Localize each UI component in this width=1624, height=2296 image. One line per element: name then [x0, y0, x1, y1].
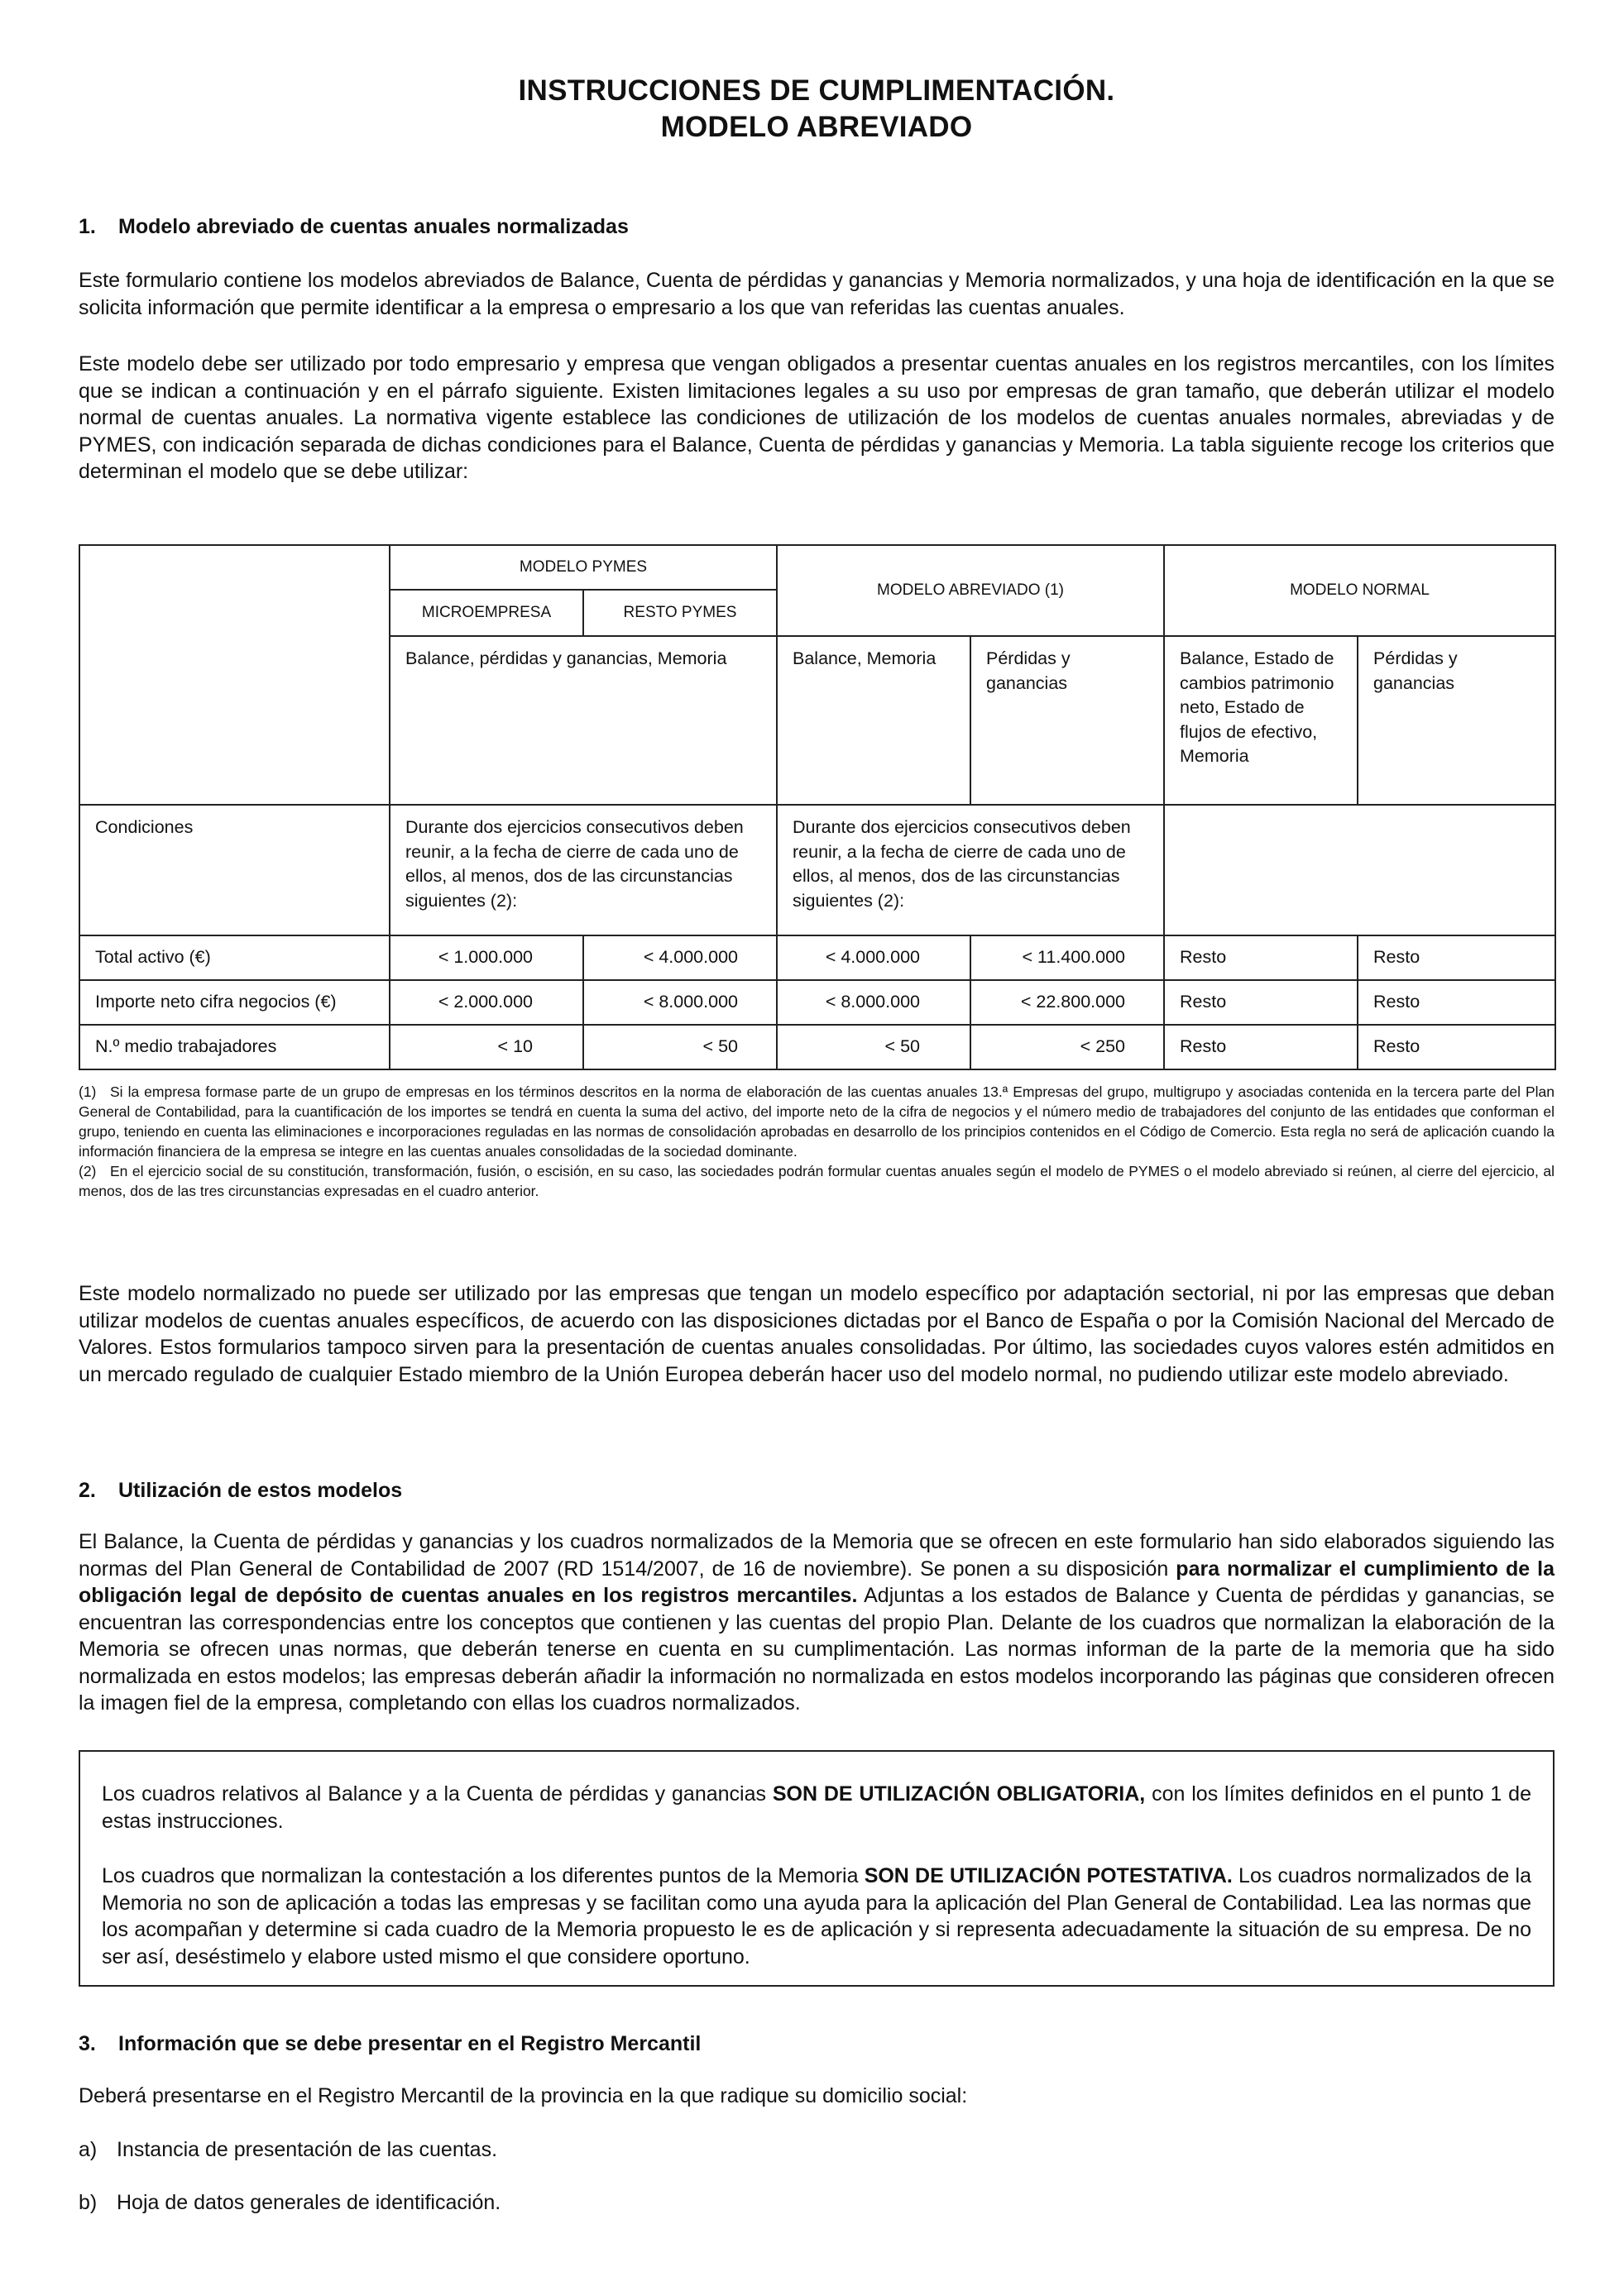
table-row	[79, 1025, 1555, 1069]
list-item-label: a)	[79, 2138, 98, 2161]
header-modelo-pymes: MODELO PYMES	[390, 545, 777, 590]
cell-resto: < 4.000.000	[583, 935, 777, 980]
section-1-paragraph-1: Este formulario contiene los modelos abreviados de Balance, Cuenta de pérdidas y ganancias y Memoria normalizados, y una hoja de identificación en la que se solicita información que permite identificar a la empresa o empresario a los que van referidas las cuentas anuales.	[79, 269, 1555, 319]
footnote-2	[79, 1161, 1555, 1201]
cell-abrev-balance: < 4.000.000	[777, 935, 970, 980]
notice-1-text-a: Los cuadros relativos al Balance y a la Cuenta de pérdidas y ganancias	[102, 1782, 773, 1806]
conditions-pymes: Durante dos ejercicios consecutivos deben reunir, a la fecha de cierre de cada uno de ellos, al menos, dos de las circunstancias siguientes (2):	[390, 805, 777, 935]
section-1-title: Modelo abreviado de cuentas anuales normalizadas	[118, 215, 629, 238]
section-1-heading	[79, 213, 629, 240]
model-criteria-table	[79, 544, 1556, 1070]
cell-resto: < 50	[583, 1025, 777, 1069]
cell-normal-pyg: Resto	[1358, 980, 1555, 1025]
table-footnotes	[79, 1082, 1555, 1201]
list-item	[79, 2189, 501, 2216]
row-label: N.º medio trabajadores	[79, 1025, 390, 1069]
cell-micro: < 10	[390, 1025, 583, 1069]
conditions-abreviado: Durante dos ejercicios consecutivos deben reunir, a la fecha de cierre de cada uno de ellos, al menos, dos de las circunstancias siguientes (2):	[777, 805, 1164, 935]
section-2-heading	[79, 1477, 402, 1504]
docs-pymes: Balance, pérdidas y ganancias, Memoria	[390, 636, 777, 805]
footnote-1-number: (1)	[79, 1083, 97, 1100]
docs-normal-pyg: Pérdidas y ganancias	[1358, 636, 1555, 805]
page-title	[79, 73, 1555, 146]
cell-normal-balance: Resto	[1164, 980, 1358, 1025]
title-line-1: INSTRUCCIONES DE CUMPLIMENTACIÓN.	[518, 74, 1115, 107]
section-3-heading	[79, 2031, 701, 2057]
header-microempresa: MICROEMPRESA	[390, 590, 583, 636]
footnote-2-number: (2)	[79, 1163, 97, 1179]
conditions-normal	[1164, 805, 1555, 935]
section-1-paragraph-2: Este modelo debe ser utilizado por todo empresario y empresa que vengan obligados a presentar cuentas anuales en los registros mercantiles, con los límites que se indican a continuación y en el párrafo siguiente. Existen limitaciones legales a su uso por empresas de gran tamaño, que deberán utilizar el modelo normal de cuentas anuales. La normativa vigente establece las condiciones de utilización de los modelos de cuentas anuales normales, abreviadas y de PYMES, con indicación separada de dichas condiciones para el Balance, Cuenta de pérdidas y ganancias y Memoria. La tabla siguiente recoge los criterios que determinan el modelo que se debe utilizar:	[79, 352, 1555, 483]
section-2-text-c: Adjuntas a los estados de Balance y Cuenta de pérdidas y ganancias, se encuentran las correspondencias entre los conceptos que contienen y las cuentas del propio Plan. Delante de los cuadros que normalizan la elaboración de la Memoria se ofrecen unas normas, que deberán tenerse en cuenta en su cumplimentación. Las normas informan de la parte de la memoria que ha sido normalizada en estos modelos; las empresas deberán añadir la información no normalizada en estos modelos incorporando las páginas que consideren ofrecen la imagen fiel de la empresa, completando con ellas los cuadros normalizados.	[79, 1584, 1555, 1715]
cell-abrev-balance: < 8.000.000	[777, 980, 970, 1025]
section-3-title: Información que se debe presentar en el Registro Mercantil	[118, 2032, 702, 2055]
footnote-1-text: Si la empresa formase parte de un grupo de empresas en los términos descritos en la norma de elaboración de las cuentas anuales 13.ª Empresas del grupo, multigrupo y asociadas contenida en la tercera parte del Plan General de Contabilidad, para la cuantificación de los importes se tendrá en cuenta la suma del activo, del importe neto de la cifra de negocios y el número medio de trabajadores del conjunto de las entidades que conforman el grupo, teniendo en cuenta las eliminaciones e incorporaciones reguladas en las normas de consolidación aprobadas en desarrollo de los principios contenidos en el Código de Comercio. Esta regla no será de aplicación cuando la información financiera de la empresa se integre en las cuentas anuales consolidadas de la sociedad dominante.	[79, 1083, 1555, 1160]
list-item-label: b)	[79, 2191, 98, 2214]
notice-2-text-c: Los cuadros normalizados de la Memoria no son de aplicación a todas las empresas y se facilitan como una ayuda para la aplicación del Plan General de Contabilidad. Lea las normas que los acompañan y determine si cada cuadro de la Memoria propuesto le es de aplicación y si representa adecuadamente la situación de su empresa. De no ser así, deséstimelo y elabore usted mismo el que considere oportuno.	[102, 1864, 1531, 1968]
table-corner-cell-2	[79, 590, 390, 636]
notice-1-text-bold: SON DE UTILIZACIÓN OBLIGATORIA,	[772, 1782, 1146, 1806]
section-2-title: Utilización de estos modelos	[118, 1479, 403, 1502]
cell-abrev-balance: < 50	[777, 1025, 970, 1069]
table-corner-cell	[79, 545, 390, 590]
notice-box	[79, 1750, 1555, 1987]
docs-abreviado-pyg: Pérdidas y ganancias	[970, 636, 1164, 805]
header-modelo-abreviado: MODELO ABREVIADO (1)	[777, 545, 1164, 636]
list-item-text: Instancia de presentación de las cuentas.	[117, 2138, 498, 2161]
docs-abreviado-balance: Balance, Memoria	[777, 636, 970, 805]
section-3-number: 3.	[79, 2032, 96, 2055]
cell-micro: < 2.000.000	[390, 980, 583, 1025]
cell-normal-pyg: Resto	[1358, 1025, 1555, 1069]
section-2-text-a: El Balance, la Cuenta de pérdidas y ganancias y los cuadros normalizados de la Memoria que se ofrecen en este formulario han sido elaborados siguiendo las normas del Plan General de Contabilidad de 2007 (RD 1514/2007, de 16 de noviembre). Se ponen a su disposición	[79, 1530, 1555, 1581]
cell-abrev-pyg: < 250	[970, 1025, 1164, 1069]
notice-2-text-a: Los cuadros que normalizan la contestación a los diferentes puntos de la Memoria	[102, 1864, 865, 1887]
footnote-1	[79, 1082, 1555, 1161]
cell-normal-balance: Resto	[1164, 935, 1358, 980]
cell-normal-balance: Resto	[1164, 1025, 1358, 1069]
notice-paragraph-1	[102, 1781, 1531, 1834]
header-resto-pymes: RESTO PYMES	[583, 590, 777, 636]
row-label: Total activo (€)	[79, 935, 390, 980]
section-2-paragraph	[79, 1528, 1555, 1717]
cell-resto: < 8.000.000	[583, 980, 777, 1025]
list-item	[79, 2136, 497, 2163]
cell-normal-pyg: Resto	[1358, 935, 1555, 980]
notice-paragraph-2	[102, 1863, 1531, 1970]
cell-abrev-pyg: < 11.400.000	[970, 935, 1164, 980]
cell-micro: < 1.000.000	[390, 935, 583, 980]
title-line-2: MODELO ABREVIADO	[660, 111, 973, 143]
table-row	[79, 980, 1555, 1025]
header-modelo-normal: MODELO NORMAL	[1164, 545, 1555, 636]
row-label: Importe neto cifra negocios (€)	[79, 980, 390, 1025]
docs-normal-balance: Balance, Estado de cambios patrimonio neto, Estado de flujos de efectivo, Memoria	[1164, 636, 1358, 805]
footnote-2-text: En el ejercicio social de su constitución, transformación, fusión, o escisión, en su caso, las sociedades podrán formular cuentas anuales según el modelo de PYMES o el modelo abreviado si reúnen, al cierre del ejercicio, al menos, dos de las tres circunstancias expresadas en el cuadro anterior.	[79, 1163, 1555, 1199]
conditions-label: Condiciones	[79, 805, 390, 935]
table-docs-label-cell	[79, 636, 390, 805]
section-3-paragraph: Deberá presentarse en el Registro Mercantil de la provincia en la que radique su domicilio social:	[79, 2084, 968, 2107]
section-2-text-bold: para normalizar el cumplimiento de la obligación legal de depósito de cuentas anuales en los registros mercantiles.	[79, 1557, 1555, 1607]
table-row	[79, 935, 1555, 980]
cell-abrev-pyg: < 22.800.000	[970, 980, 1164, 1025]
section-2-number: 2.	[79, 1479, 96, 1502]
section-1-paragraph-3: Este modelo normalizado no puede ser utilizado por las empresas que tengan un modelo específico por adaptación sectorial, ni por las empresas que deban utilizar modelos de cuentas anuales específicos, de acuerdo con las disposiciones dictadas por el Banco de España o por la Comisión Nacional del Mercado de Valores. Estos formularios tampoco sirven para la presentación de cuentas anuales consolidadas. Por último, las sociedades cuyos valores estén admitidos en un mercado regulado de cualquier Estado miembro de la Unión Europea deberán hacer uso del modelo normal, no pudiendo utilizar este modelo abreviado.	[79, 1282, 1555, 1386]
notice-2-text-bold: SON DE UTILIZACIÓN POTESTATIVA.	[864, 1864, 1233, 1887]
list-item-text: Hoja de datos generales de identificación.	[117, 2191, 501, 2214]
section-1-number: 1.	[79, 215, 96, 238]
notice-1-text-c: con los límites definidos en el punto 1 de estas instrucciones.	[102, 1782, 1531, 1833]
